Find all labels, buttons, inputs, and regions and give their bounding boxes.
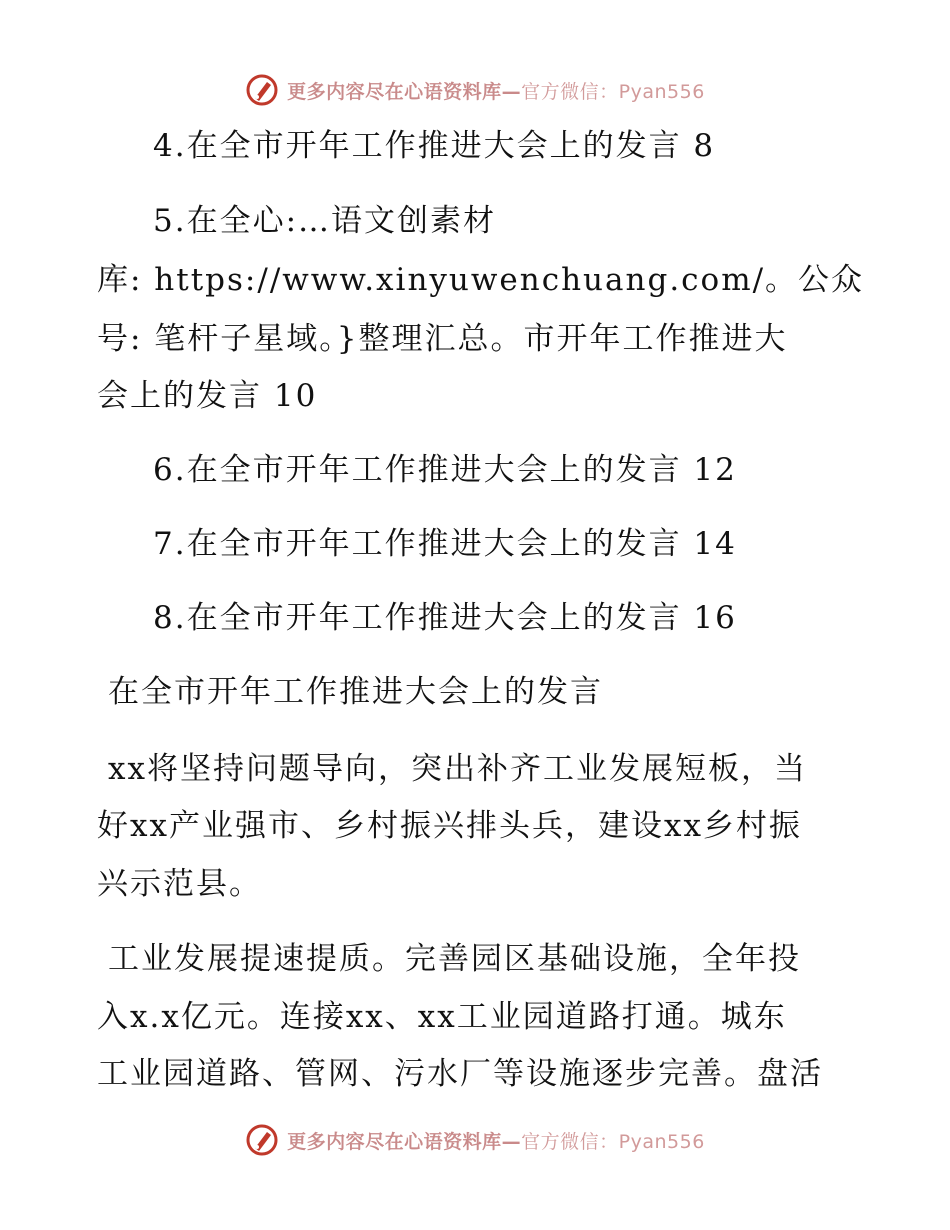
toc-item-7: 7.在全市开年工作推进大会上的发言 14 bbox=[153, 526, 737, 562]
toc-item-5-part2: 库: https://www.xinyuwenchuang.com/。公众 bbox=[97, 262, 865, 298]
pen-nib-logo-icon bbox=[245, 1123, 279, 1157]
banner-wechat-text: 官方微信：Pyan556 bbox=[521, 80, 705, 103]
banner-dash: — bbox=[501, 80, 522, 103]
toc-item-5-part4: 会上的发言 10 bbox=[97, 378, 318, 414]
footer-banner bbox=[0, 1118, 950, 1162]
paragraph-1-line-2: 好xx产业强市、乡村振兴排头兵，建设xx乡村振 bbox=[97, 808, 802, 844]
paragraph-2-line-3: 工业园道路、管网、污水厂等设施逐步完善。盘活 bbox=[97, 1056, 823, 1092]
paragraph-2-line-2: 入x.x亿元。连接xx、xx工业园道路打通。城东 bbox=[97, 999, 787, 1035]
section-title: 在全市开年工作推进大会上的发言 bbox=[108, 674, 603, 710]
banner-site-text: 更多内容尽在心语资料库 bbox=[287, 80, 502, 103]
banner-dash: — bbox=[501, 1130, 522, 1153]
toc-item-5-part1: 5.在全心:…语文创素材 bbox=[153, 203, 497, 239]
toc-item-5-part3: 号: 笔杆子星域。}整理汇总。市开年工作推进大 bbox=[97, 321, 788, 357]
toc-item-8: 8.在全市开年工作推进大会上的发言 16 bbox=[153, 600, 737, 636]
paragraph-1-line-3: 兴示范县。 bbox=[97, 866, 262, 902]
paragraph-2-line-1: 工业发展提速提质。完善园区基础设施，全年投 bbox=[108, 941, 801, 977]
banner-site-text: 更多内容尽在心语资料库 bbox=[287, 1130, 502, 1153]
toc-item-6: 6.在全市开年工作推进大会上的发言 12 bbox=[153, 452, 737, 488]
toc-item-4: 4.在全市开年工作推进大会上的发言 8 bbox=[153, 128, 716, 164]
banner-text bbox=[287, 1127, 705, 1154]
paragraph-1-line-1: xx将坚持问题导向，突出补齐工业发展短板，当 bbox=[108, 751, 807, 787]
banner-wechat-text: 官方微信：Pyan556 bbox=[521, 1130, 705, 1153]
